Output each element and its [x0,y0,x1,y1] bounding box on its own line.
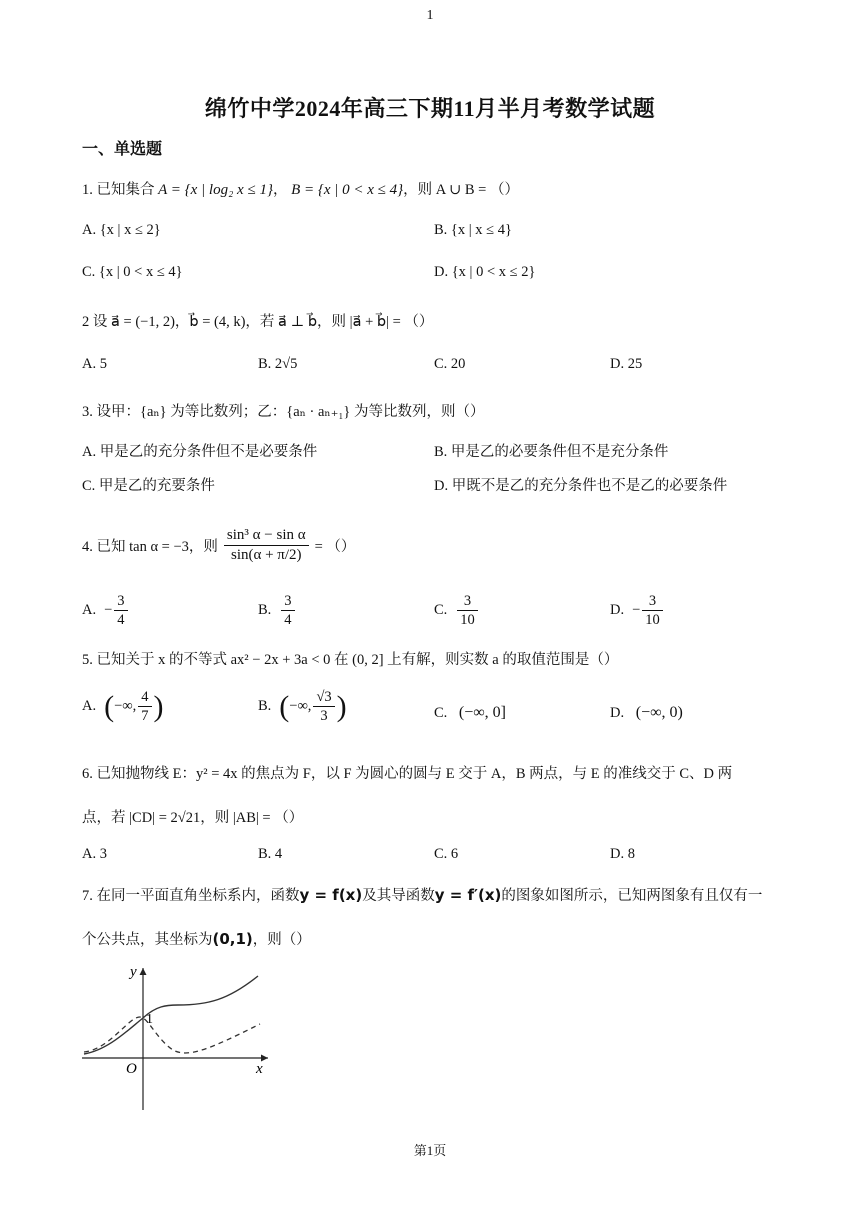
question-6-line-1: 6. 已知抛物线 E：y² = 4x 的焦点为 F，以 F 为圆心的圆与 E 交于 A，B 两点，与 E 的准线交于 C、D 两 [82,766,733,782]
q7-text-line2-c: ，则（） [252,932,311,948]
q4-option-d-den: 10 [645,612,660,629]
q2-option-c: C. 20 [434,356,466,372]
q6-option-a: A. 3 [82,846,107,862]
q1-prefix: 1. 已知集合 [82,182,155,198]
question-7-line-2 [82,928,311,949]
q7-text-e: 的图象如图所示，已知两图象有且仅有一 [501,888,763,904]
q3-option-c: C. 甲是乙的充要条件 [82,478,215,494]
q4-numerator: sin³ α − sin α [224,526,309,546]
q5-option-b-num: √3 [313,688,334,707]
q4-option-b [258,592,297,629]
graph-point-label: 1 [146,1012,153,1027]
question-6-line-2: 点，若 |CD| = 2√21，则 |AB| = （） [82,810,304,826]
q7-func-f: y = f(x) [299,886,363,904]
curve-f [84,976,258,1054]
q5-option-b-lparen: ( [279,689,290,723]
q2-option-d: D. 25 [610,356,643,372]
q5-option-d-label: D. [610,705,625,721]
q4-option-c [434,592,480,629]
q4-option-d-label: D. [610,602,625,619]
q4-option-d [610,592,665,629]
graph-origin-label: O [126,1061,137,1077]
q4-option-c-den: 10 [460,612,475,629]
q4-option-a-sign: − [104,602,113,619]
question-3: 3. 设甲：{aₙ} 为等比数列；乙：{aₙ · aₙ₊₁} 为等比数列，则（） [82,404,485,420]
q5-option-b [258,688,347,725]
q4-option-b-num: 3 [281,592,294,611]
q5-option-c-label: C. [434,705,448,721]
q4-option-c-label: C. [434,602,448,619]
q5-option-a-lparen: ( [104,689,115,723]
q6-option-d: D. 8 [610,846,635,862]
q4-option-a-label: A. [82,602,97,619]
q7-text-line2-a: 个公共点，其坐标为 [82,932,213,948]
q7-text-a: 7. 在同一平面直角坐标系内，函数 [82,888,300,904]
question-1 [82,178,519,199]
q6-option-c: C. 6 [434,846,459,862]
section-heading: 一、单选题 [82,141,163,158]
q1-sep: ， [272,182,288,198]
graph-x-label: x [256,1061,263,1077]
q5-option-c-text: (−∞, 0] [458,704,507,721]
q2-option-a: A. 5 [82,356,107,372]
q1-tail: ，则 A ∪ B = （） [403,182,519,198]
q5-option-c [434,704,506,722]
q5-option-a-den: 7 [141,708,149,725]
q5-option-b-left: −∞, [289,698,312,715]
q4-option-a-den: 4 [117,612,125,629]
graph-y-label: y [130,964,137,980]
q1-option-b: B. {x | x ≤ 4} [434,222,512,238]
q1-option-c: C. {x | 0 < x ≤ 4} [82,264,183,280]
q1-option-a: A. {x | x ≤ 2} [82,222,161,238]
q5-option-a-label: A. [82,698,97,715]
q4-tail: = （） [314,538,356,555]
q4-option-d-num: 3 [642,592,663,611]
q1-set-b: B = {x | 0 < x ≤ 4} [291,182,404,198]
q6-option-b: B. 4 [258,846,283,862]
q4-option-d-sign: − [632,602,641,619]
q4-option-b-den: 4 [284,612,292,629]
q4-denominator: sin(α + π/2) [230,546,302,563]
page-footer: 第1页 [413,1143,447,1158]
q5-option-d [610,704,683,722]
q1-set-a: A = {x | log₂ x ≤ 1} [158,182,273,198]
q4-fraction [224,526,309,565]
q7-text-c: 及其导函数 [362,888,435,904]
q3-option-b: B. 甲是乙的必要条件但不是充分条件 [434,444,669,460]
q7-graph [78,960,278,1112]
q5-option-d-text: (−∞, 0) [635,704,683,721]
question-2: 2 设 a⃗ = (−1, 2)，b⃗ = (4, k)，若 a⃗ ⊥ b⃗，则 |a⃗ + b⃗| = （） [82,314,434,330]
exam-title: 绵竹中学2024年高三下期11月半月考数学试题 [204,96,656,121]
q5-option-b-den: 3 [320,708,328,725]
page-number-top: 1 [426,8,434,23]
question-5: 5. 已知关于 x 的不等式 ax² − 2x + 3a < 0 在 (0, 2] 上有解，则实数 a 的取值范围是（） [82,652,619,668]
q5-option-b-label: B. [258,698,272,715]
q7-func-fprime: y = f′(x) [434,886,502,904]
curve-f-prime [84,1017,260,1053]
q1-option-d: D. {x | 0 < x ≤ 2} [434,264,536,280]
q5-option-a-left: −∞, [114,698,137,715]
q4-option-a [82,592,130,629]
q4-option-b-label: B. [258,602,272,619]
q3-option-d: D. 甲既不是乙的充分条件也不是乙的必要条件 [434,478,728,494]
q4-option-a-num: 3 [114,592,127,611]
q5-option-a-rparen: ) [153,689,164,723]
q4-option-c-num: 3 [457,592,478,611]
question-4 [82,510,355,580]
question-7-line-1 [82,884,762,905]
q4-prefix: 4. 已知 tan α = −3，则 [82,538,218,555]
q5-option-b-rparen: ) [336,689,347,723]
q5-option-a-num: 4 [138,688,151,707]
q7-point: (0,1) [212,930,253,948]
q3-option-a: A. 甲是乙的充分条件但不是必要条件 [82,444,318,460]
q5-option-a [82,688,164,725]
q2-option-b: B. 2√5 [258,356,298,372]
